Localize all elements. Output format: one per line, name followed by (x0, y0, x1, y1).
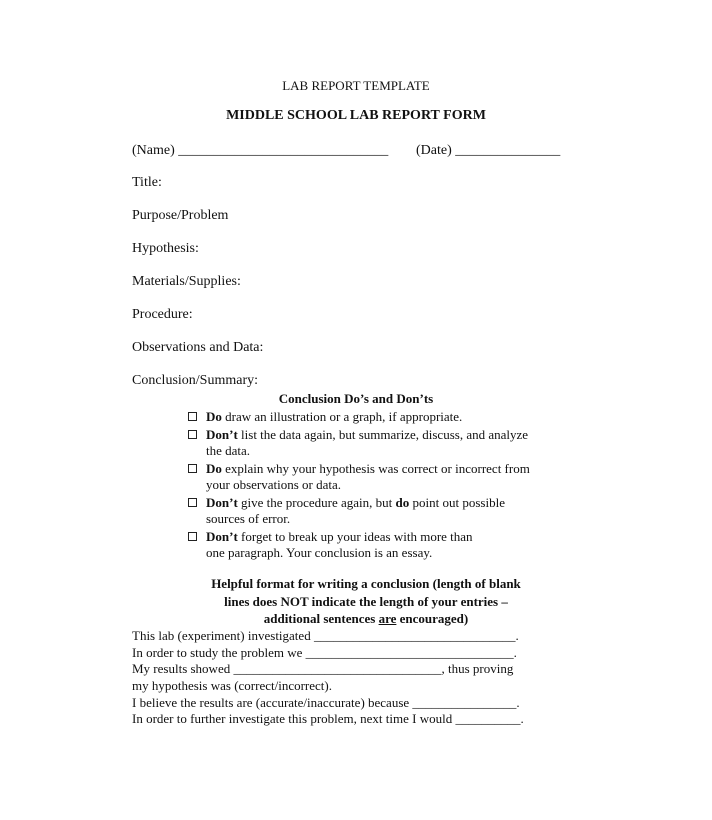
date-label: (Date) (416, 143, 452, 158)
template-title: LAB REPORT TEMPLATE (282, 78, 430, 93)
sentence-starter[interactable]: In order to further investigate this problem, next time I would __________. (132, 711, 524, 726)
donts-item-5-cont: one paragraph. Your conclusion is an essay. (206, 545, 433, 560)
dos-item-3-cont: your observations or data. (206, 477, 342, 492)
checkbox-icon[interactable] (188, 495, 197, 511)
donts-item-5: Don’t forget to break up your ideas with more than (206, 529, 473, 544)
dos-donts-heading: Conclusion Do’s and Don’ts (278, 391, 434, 406)
name-field-row[interactable] (132, 143, 388, 159)
materials-label: Materials/Supplies: (132, 274, 241, 289)
checkbox-icon[interactable] (188, 409, 197, 425)
keyword-do: do (395, 495, 410, 510)
procedure-label: Procedure: (132, 307, 193, 322)
donts-item-2: Don’t list the data again, but summarize, discuss, and analyze (206, 427, 529, 442)
purpose-label: Purpose/Problem (132, 208, 229, 223)
donts-item-2-cont: the data. (206, 443, 251, 458)
checkbox-icon[interactable] (188, 461, 197, 477)
keyword-dont: Don’t (206, 495, 238, 510)
format-heading-line-3: additional sentences are encouraged) (263, 611, 469, 626)
donts-item-4-cont: sources of error. (206, 511, 291, 526)
dos-item-3: Do explain why your hypothesis was correct or incorrect from (206, 461, 530, 476)
date-blank[interactable]: _______________ (455, 143, 561, 158)
format-heading-line-1: Helpful format for writing a conclusion (length of blank (211, 576, 521, 591)
sentence-starter[interactable]: In order to study the problem we ________________________________. (132, 645, 517, 660)
name-blank[interactable]: ______________________________ (178, 143, 389, 158)
hypothesis-label: Hypothesis: (132, 241, 199, 256)
keyword-dont: Don’t (206, 529, 238, 544)
keyword-dont: Don’t (206, 427, 238, 442)
name-label: (Name) (132, 143, 175, 158)
checkbox-icon[interactable] (188, 427, 197, 443)
observations-label: Observations and Data: (132, 340, 264, 355)
sentence-starter[interactable]: I believe the results are (accurate/inaccurate) because ________________. (132, 695, 520, 710)
format-heading-line-2: lines does NOT indicate the length of your entries – (224, 594, 508, 609)
form-title: MIDDLE SCHOOL LAB REPORT FORM (226, 108, 486, 123)
date-field-row[interactable] (416, 143, 560, 159)
sentence-starter[interactable]: My results showed ________________________________, thus proving (132, 661, 514, 676)
dos-item-1: Do draw an illustration or a graph, if appropriate. (206, 409, 463, 424)
sentence-starter[interactable]: This lab (experiment) investigated _______________________________. (132, 628, 519, 643)
title-label: Title: (132, 175, 162, 190)
keyword-do: Do (206, 409, 222, 424)
donts-item-4: Don’t give the procedure again, but do point out possible (206, 495, 505, 510)
checkbox-icon[interactable] (188, 529, 197, 545)
conclusion-label: Conclusion/Summary: (132, 373, 258, 388)
keyword-do: Do (206, 461, 222, 476)
sentence-starter: my hypothesis was (correct/incorrect). (132, 678, 332, 693)
